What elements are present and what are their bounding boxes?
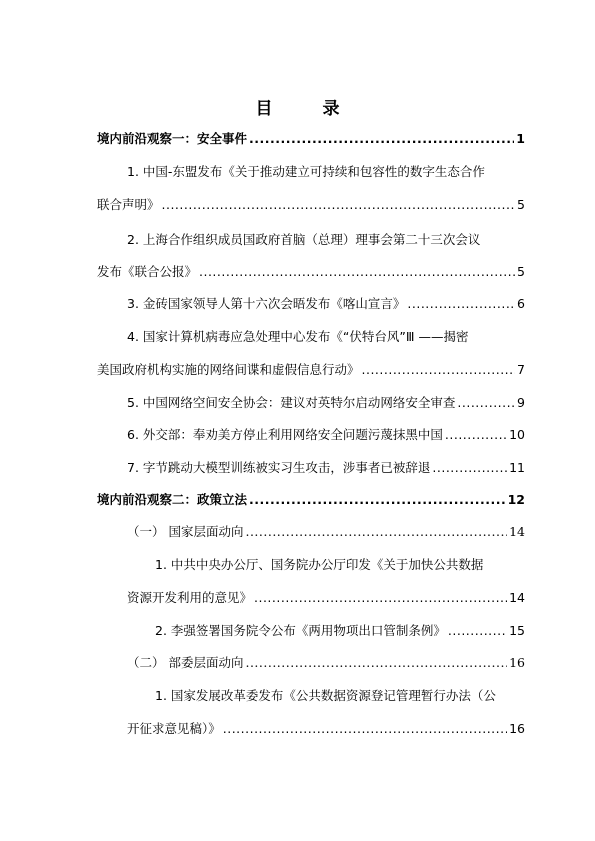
toc-entry-text: 美国政府机构实施的网络间谍和虚假信息行动》 (97, 362, 360, 377)
toc-entry-3[interactable] (127, 295, 525, 313)
toc-entry-text: 开征求意见稿）》 (127, 721, 221, 736)
toc-title: 目 录 (255, 99, 362, 119)
toc-entry-13[interactable] (127, 720, 525, 738)
leader-dots (254, 589, 507, 607)
toc-entry-10-line1[interactable]: 1. 中共中央办公厅、国务院办公厅印发《关于加快公共数据 (155, 557, 484, 572)
leader-dots (162, 196, 516, 214)
toc-page-number: 11 (509, 460, 525, 475)
toc-entry-text: 3. 金砖国家领导人第十六次会晤发布《喀山宣言》 (127, 296, 406, 311)
toc-entry-text: （一） 国家层面动向 (127, 524, 244, 539)
toc-entry-text: 6. 外交部：奉劝美方停止利用网络安全问题污蔑抹黑中国 (127, 427, 443, 442)
leader-dots (445, 426, 507, 444)
toc-entry-text: 2. 李强签署国务院令公布《两用物项出口管制条例》 (155, 623, 446, 638)
leader-dots (432, 459, 507, 477)
toc-entry-text: 境内前沿观察一：安全事件 (97, 131, 248, 146)
toc-entry-section-1[interactable] (97, 130, 525, 148)
toc-page-number: 7 (517, 362, 525, 377)
toc-entry-text: （二） 部委层面动向 (127, 655, 244, 670)
leader-dots (223, 720, 507, 738)
toc-entry-section-2[interactable] (97, 491, 525, 509)
leader-dots (249, 130, 514, 148)
leader-dots (199, 263, 515, 281)
toc-entry-4[interactable] (97, 361, 525, 379)
toc-entry-4-line1[interactable]: 4. 国家计算机病毒应急处理中心发布《“伏特台风”Ⅲ ——揭密 (127, 329, 469, 344)
leader-dots (407, 295, 515, 313)
toc-entry-13-line1[interactable]: 1. 国家发展改革委发布《公共数据资源登记管理暂行办法（公 (155, 688, 496, 703)
leader-dots (362, 361, 516, 379)
toc-page-number: 14 (509, 590, 525, 605)
toc-page-number: 16 (509, 655, 525, 670)
toc-entry-text: 境内前沿观察二：政策立法 (97, 492, 248, 507)
leader-dots (245, 654, 507, 672)
toc-page-number: 5 (517, 264, 525, 279)
toc-entry-2[interactable] (97, 263, 525, 281)
leader-dots (457, 394, 515, 412)
leader-dots (249, 491, 506, 509)
toc-entry-2-line1[interactable]: 2. 上海合作组织成员国政府首脑（总理）理事会第二十三次会议 (127, 232, 481, 247)
toc-entry-subsection-2[interactable] (127, 654, 525, 672)
toc-entry-subsection-1[interactable] (127, 523, 525, 541)
toc-page-number: 16 (509, 721, 525, 736)
toc-entry-5[interactable] (127, 394, 525, 412)
toc-entry-1[interactable] (97, 196, 525, 214)
leader-dots (245, 523, 507, 541)
toc-page-number: 1 (516, 131, 525, 146)
toc-entry-text: 联合声明》 (97, 197, 160, 212)
toc-entry-10[interactable] (127, 589, 525, 607)
toc-page-number: 15 (509, 623, 525, 638)
toc-entry-text: 5. 中国网络空间安全协会：建议对英特尔启动网络安全审查 (127, 395, 456, 410)
toc-entry-text: 发布《联合公报》 (97, 264, 198, 279)
toc-page-number: 14 (509, 524, 525, 539)
toc-entry-text: 7. 字节跳动大模型训练被实习生攻击，涉事者已被辞退 (127, 460, 431, 475)
toc-page-number: 12 (507, 492, 525, 507)
toc-page-number: 9 (517, 395, 525, 410)
toc-entry-1-line1[interactable]: 1. 中国-东盟发布《关于推动建立可持续和包容性的数字生态合作 (127, 164, 485, 179)
toc-entry-text: 资源开发利用的意见》 (127, 590, 253, 605)
toc-entry-11[interactable] (155, 622, 525, 640)
toc-page-number: 6 (517, 296, 525, 311)
toc-page-number: 5 (517, 197, 525, 212)
toc-entry-7[interactable] (127, 459, 525, 477)
leader-dots (448, 622, 507, 640)
toc-entry-6[interactable] (127, 426, 525, 444)
toc-page-number: 10 (509, 427, 525, 442)
